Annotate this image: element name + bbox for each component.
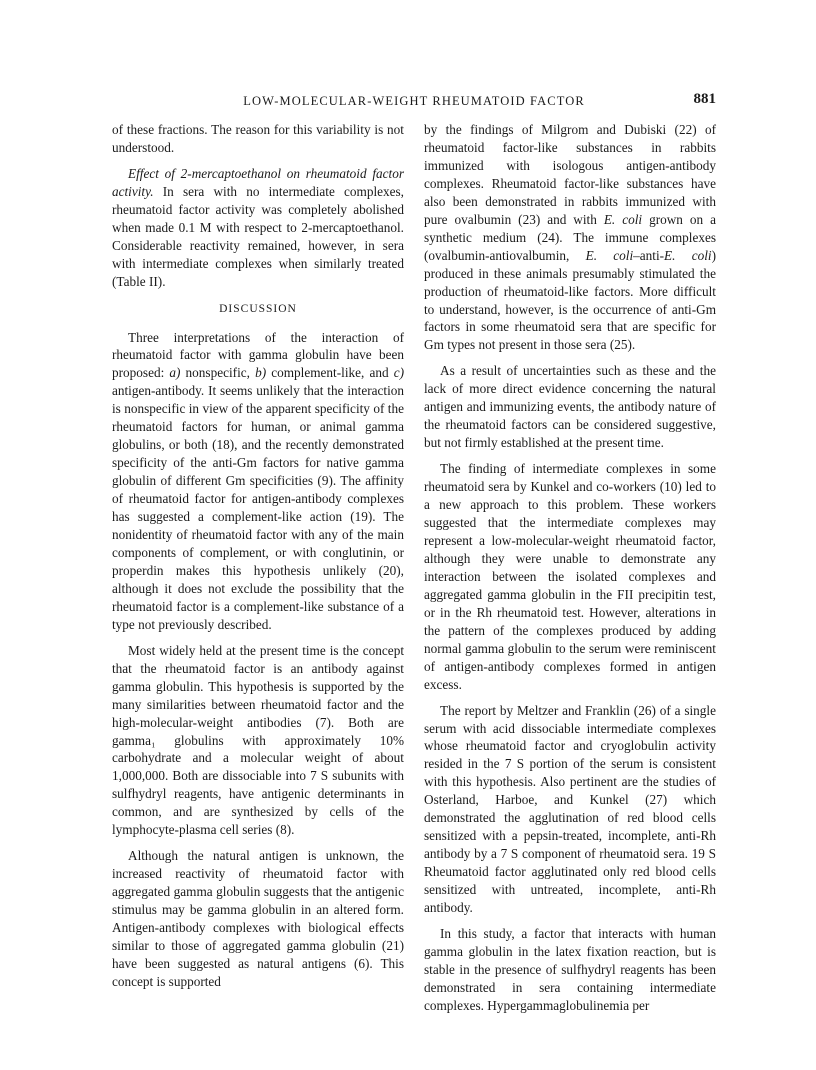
paragraph: The finding of intermediate complexes in some rheumatoid sera by Kunkel and co-workers (10) led to a new approach to this problem. These workers suggested that the intermediate complexes may represent a low-molecular-weight rheumatoid factor, although they were unable to demonstrate any interaction between the isolated complexes and aggregated gamma globulin in the FII precipitin test, or in the Rh rheumatoid test. However, alterations in the pattern of the complexes produced by adding normal gamma globulin to the serum were reminiscent of antigen-antibody complexes formed in antigen excess. [424,461,716,692]
right-column [424,121,716,1023]
paragraph: As a result of uncertainties such as these and the lack of more direct evidence concerning the natural antigen and immunizing events, the antibody nature of the rheumatoid factors can be considered suggestive, but not firmly established at the present time. [424,363,716,451]
paragraph: The report by Meltzer and Franklin (26) of a single serum with acid dissociable intermediate complexes whose rheumatoid factor and cryoglobulin activity resided in the 7 S portion of the serum is consistent with this hypothesis. Also pertinent are the studies of Osterland, Harboe, and Kunkel (27) which demonstrated the agglutination of red blood cells sensitized with a pepsin-treated, incomplete, anti-Rh antibody by a 7 S component of rheumatoid sera. 19 S Rheumatoid factor agglutinated only red blood cells sensitized with untreated, incomplete, anti-Rh antibody. [424,702,716,916]
species-name: E. coli [585,247,634,263]
paragraph-text: by the findings of Milgrom and Dubiski (22) of rheumatoid factor-like substances in rabbits immunized with isologous antigen-antibody complexes. Rheumatoid factor-like substances have also been demonstrated in rabbits immunized with pure ovalbumin (23) and with [424,122,716,227]
paragraph-text: antigen-antibody. It seems unlikely that the interaction is nonspecific in view of the apparent specificity of the rheumatoid factors for human, or animal gamma globulins, or both (18), and the recently demonstrated specificity of the anti-Gm factors for native gamma globulin of different Gm specificities (9). The affinity of rheumatoid factor for antigen-antibody complexes has suggested a complement-like action (19). The nonidentity of rheumatoid factor with any of the main components of complement, or with conglutinin, or properdin makes this hypothesis unlikely (20), although it does not exclude the possibility that the rheumatoid factor is a complement-like substance of a type not previously described. [112,383,404,632]
paragraph [112,329,404,634]
paragraph-text: grown on a synthetic medium (24). The immune complexes (ovalbumin-antiovalbumin, [424,211,716,263]
paragraph: Although the natural antigen is unknown, the increased reactivity of rheumatoid factor with aggregated gamma globulin suggests that the antigenic stimulus may be gamma globulin in an altered form. Antigen-antibody complexes with biological effects similar to those of aggregated gamma globulin (21) have been suggested as natural antigens (6). This concept is supported [112,848,404,989]
paragraph-text: complement-like, and [266,365,394,381]
list-label: b) [255,365,267,381]
list-label: c) [393,365,405,381]
paragraph-text: In sera with no intermediate complexes, rheumatoid factor activity was completely abolished when made 0.1 M with respect to 2-mercaptoethanol. Considerable reactivity remained, however, in sera with intermediate complexes when similarly treated (Table II). [112,183,404,289]
section-heading: DISCUSSION [219,302,297,315]
running-header [112,91,716,113]
running-title: LOW-MOLECULAR-WEIGHT RHEUMATOID FACTOR [243,94,585,108]
paragraph: In this study, a factor that interacts with human gamma globulin in the latex fixation reaction, but is stable in the presence of sulfhydryl reagents has been demonstrated in sera containing intermediate complexes. Hypergammaglobulinemia per [424,925,716,1013]
paragraph-text: nonspecific, [180,365,256,381]
paragraph: Most widely held at the present time is the concept that the rheumatoid factor is an antibody against gamma globulin. This hypothesis is supported by the many similarities between rheumatoid factor and the high-molecular-weight antibodies (7). Both are gamma₁ globulins with approximately 10% carbohydrate and a molecular weight of about 1,000,000. Both are dissociable into 7 S subunits with sulfhydryl reagents, have antigenic determinants in common, and are synthesized by cells of the lymphocyte-plasma cell series (8). [112,642,404,838]
paragraph: of these fractions. The reason for this variability is not understood. [112,122,404,155]
paragraph [424,121,716,354]
left-column [112,121,404,999]
subsection-title: Effect of 2-mercaptoethanol on rheumatoid factor activity. [112,165,404,199]
page-number: 881 [693,91,716,107]
species-name: E. coli [603,211,643,227]
paragraph-text: ) produced in these animals presumably stimulated the production of rheumatoid-like factors. More difficult to understand, however, is the occurrence of anti-Gm factors in some rheumatoid sera that are specific for Gm types not present in those sera (25). [424,247,716,353]
paragraph [112,165,404,291]
species-name: E. coli [664,247,712,263]
list-label: a) [169,365,181,381]
paragraph-text: –anti- [633,247,665,263]
paragraph-text: Three interpretations of the interaction of rheumatoid factor with gamma globulin have been proposed: [112,329,404,381]
